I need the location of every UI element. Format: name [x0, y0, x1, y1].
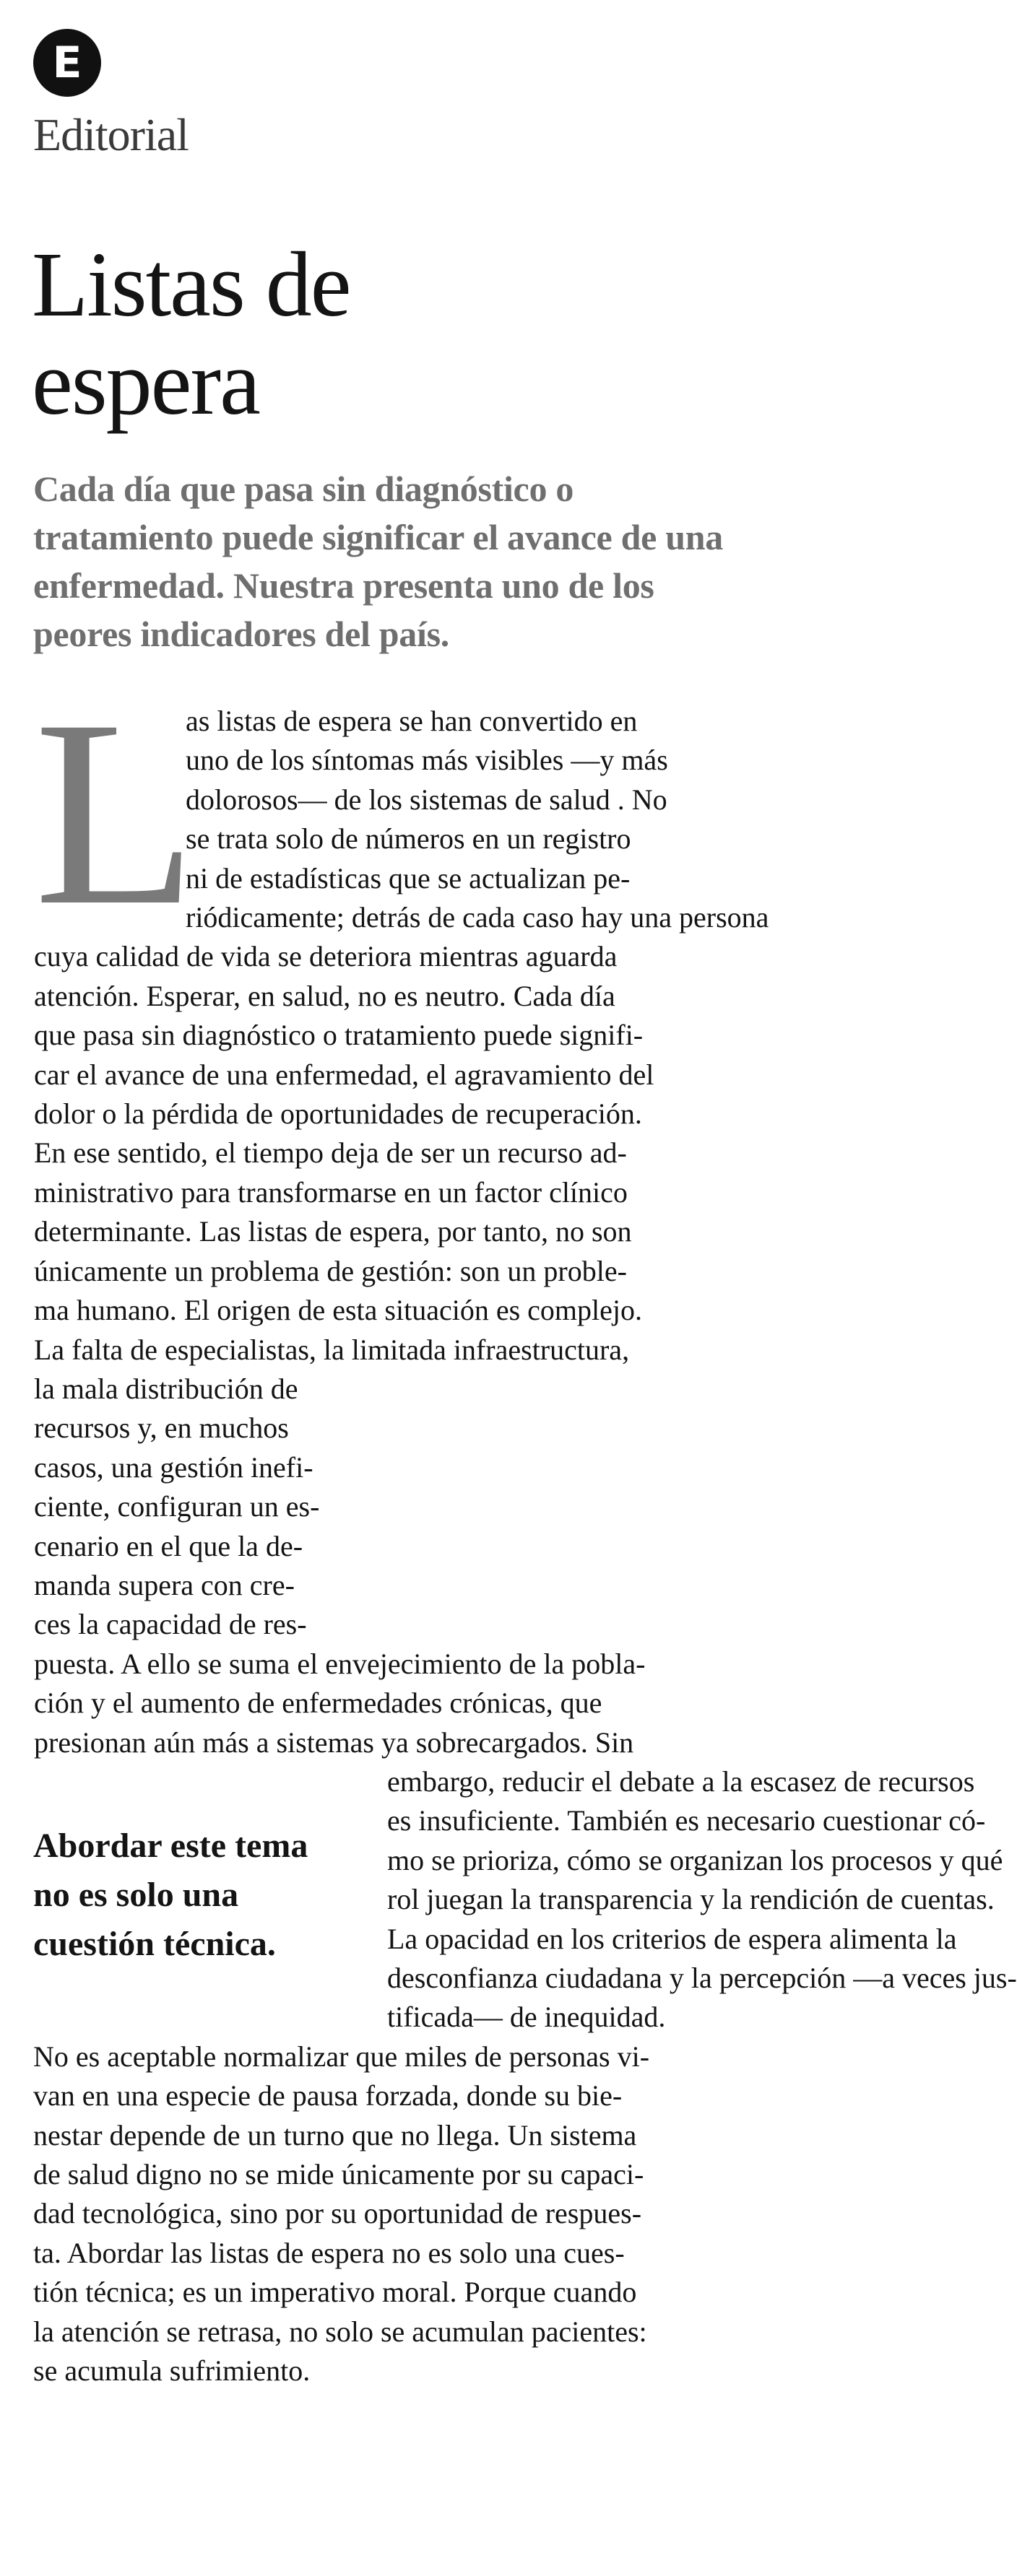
pull-quote-line: cuestión técnica.: [33, 1925, 276, 1963]
body-line: ta. Abordar las listas de espera no es solo una cues-: [33, 2236, 625, 2269]
body-line: dolorosos— de los sistemas de salud . No: [186, 783, 667, 816]
body-line: ces la capacidad de res-: [34, 1608, 307, 1641]
body-line: nestar depende de un turno que no llega. Un sistema: [33, 2118, 637, 2151]
body-line: ción y el aumento de enfermedades crónicas, que: [34, 1687, 602, 1720]
body-line: as listas de espera se han convertido en: [186, 705, 638, 737]
body-line: ministrativo para transformarse en un factor clínico: [34, 1175, 628, 1209]
body-line: ma humano. El origen de esta situación es complejo.: [34, 1294, 642, 1327]
body-line: van en una especie de pausa forzada, donde su bie-: [33, 2079, 623, 2112]
body-line: atención. Esperar, en salud, no es neutro. Cada día: [34, 979, 615, 1012]
body-line: que pasa sin diagnóstico o tratamiento puede signifi-: [34, 1019, 644, 1052]
article-paragraph-2: [33, 2037, 748, 2391]
body-line: La opacidad en los criterios de espera alimenta la: [387, 1922, 957, 1955]
article-title-line: Listas de: [32, 233, 350, 336]
body-line: dad tecnológica, sino por su oportunidad de respues-: [33, 2197, 642, 2230]
body-line: manda supera con cre-: [34, 1568, 295, 1601]
body-line: es insuficiente. También es necesario cuestionar có-: [387, 1804, 986, 1837]
body-line: desconfianza ciudadana y la percepción —a veces jus-: [387, 1962, 1017, 1994]
body-line: tificada— de inequidad.: [387, 2001, 666, 2034]
body-line: car el avance de una enfermedad, el agravamiento del: [34, 1058, 654, 1091]
body-line: la mala distribución de: [34, 1372, 298, 1405]
body-line: la atención se retrasa, no solo se acumulan pacientes:: [33, 2315, 647, 2348]
body-line: determinante. Las listas de espera, por tanto, no son: [34, 1215, 632, 1248]
pull-quote-text: [33, 1822, 387, 1969]
body-line: ni de estadísticas que se actualizan pe-: [186, 861, 631, 895]
body-line: únicamente un problema de gestión: son un proble-: [34, 1254, 627, 1287]
section-badge-letter: E: [52, 38, 82, 88]
section-label: Editorial: [33, 109, 189, 160]
body-line: No es aceptable normalizar que miles de personas vi-: [33, 2040, 650, 2073]
body-line: La falta de especialistas, la limitada infraestructura,: [34, 1333, 630, 1366]
article-deck: Cada día que pasa sin diagnóstico o tratamiento puede significar el avance de una enfermedad. Nuestra presenta uno de los peores indicadores del país.: [33, 469, 723, 654]
drop-cap: L: [34, 665, 198, 961]
pull-quote-line: no es solo una: [33, 1876, 239, 1914]
body-line: casos, una gestión inefi-: [34, 1450, 313, 1484]
article-title-line: espera: [32, 331, 259, 434]
body-line: cenario en el que la de-: [34, 1529, 303, 1562]
body-line: dolor o la pérdida de oportunidades de recuperación.: [34, 1097, 642, 1131]
body-line: presionan aún más a sistemas ya sobrecargados. Sin: [34, 1726, 634, 1759]
article-title: [32, 235, 740, 432]
body-line: se trata solo de números en un registro: [186, 822, 631, 856]
body-line: riódicamente; detrás de cada caso hay una persona: [186, 901, 769, 934]
section-badge: [33, 29, 101, 97]
body-line: recursos y, en muchos: [34, 1411, 289, 1445]
body-line: embargo, reducir el debate a la escasez de recursos: [387, 1765, 975, 1798]
article-body: [33, 665, 1017, 2390]
pull-quote: [33, 1762, 387, 2037]
body-line: ciente, configuran un es-: [34, 1490, 320, 1523]
body-line: uno de los síntomas más visibles —y más: [186, 744, 668, 777]
body-line: tión técnica; es un imperativo moral. Porque cuando: [33, 2276, 637, 2309]
pull-quote-line: Abordar este tema: [33, 1827, 308, 1865]
body-line: se acumula sufrimiento.: [33, 2354, 311, 2388]
body-line: cuya calidad de vida se deteriora mientras aguarda: [34, 940, 618, 973]
body-line: de salud digno no se mide únicamente por su capaci-: [33, 2158, 644, 2191]
body-line: En ese sentido, el tiempo deja de ser un recurso ad-: [34, 1136, 627, 1170]
body-line: puesta. A ello se suma el envejecimiento de la pobla-: [34, 1647, 646, 1680]
body-line: rol juegan la transparencia y la rendición de cuentas.: [387, 1883, 995, 1916]
body-line: mo se prioriza, cómo se organizan los procesos y qué: [387, 1843, 1003, 1876]
